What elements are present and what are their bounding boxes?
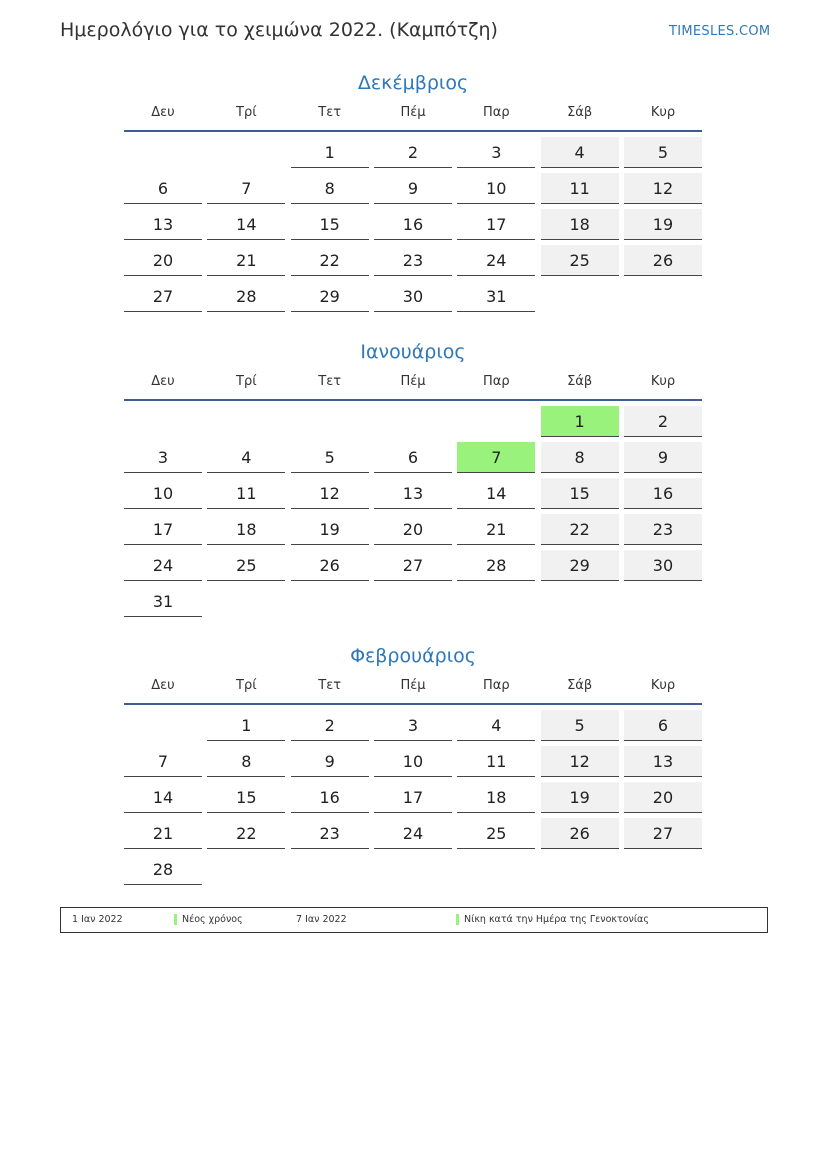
day-cell: 8 (541, 442, 619, 473)
day-cell: 23 (374, 245, 452, 276)
day-cell-empty (457, 406, 535, 437)
day-cell: 10 (124, 478, 202, 509)
holiday-marker-icon (456, 914, 459, 925)
day-cell: 18 (207, 514, 285, 545)
day-cell: 19 (624, 209, 702, 240)
day-cell: 9 (374, 173, 452, 204)
weekday-label: Πέμ (400, 678, 426, 693)
weekday-header (124, 371, 702, 401)
day-cell: 20 (624, 782, 702, 813)
day-cell: 18 (457, 782, 535, 813)
day-cell: 2 (624, 406, 702, 437)
weekday-label: Σάβ (567, 374, 593, 389)
day-cell: 22 (291, 245, 369, 276)
month-december (124, 68, 702, 312)
day-cell: 29 (291, 281, 369, 312)
day-cell: 3 (124, 442, 202, 473)
day-cell: 8 (291, 173, 369, 204)
day-cell: 13 (624, 746, 702, 777)
day-cell: 25 (457, 818, 535, 849)
day-cell: 14 (457, 478, 535, 509)
day-cell: 21 (124, 818, 202, 849)
weekday-label: Τετ (318, 105, 342, 120)
day-cell: 12 (291, 478, 369, 509)
month-title: Ιανουάριος (360, 341, 466, 363)
day-cell: 17 (124, 514, 202, 545)
holiday-marker-icon (174, 914, 177, 925)
weekday-label: Τρί (236, 105, 257, 120)
day-cell: 6 (374, 442, 452, 473)
day-grid (124, 406, 702, 617)
legend-holiday-name: Νέος χρόνος (182, 914, 243, 925)
weekday-label: Δευ (151, 678, 175, 693)
day-cell: 25 (207, 550, 285, 581)
day-cell: 2 (291, 710, 369, 741)
day-cell: 28 (124, 854, 202, 885)
day-cell: 10 (457, 173, 535, 204)
day-cell: 22 (207, 818, 285, 849)
legend-holiday-name: Νίκη κατά την Ημέρα της Γενοκτονίας (464, 914, 649, 925)
day-cell: 23 (624, 514, 702, 545)
day-cell: 31 (457, 281, 535, 312)
weekday-label: Τετ (318, 374, 342, 389)
day-cell: 27 (124, 281, 202, 312)
day-cell: 3 (374, 710, 452, 741)
day-cell: 1 (291, 137, 369, 168)
day-cell: 15 (291, 209, 369, 240)
legend-date: 1 Ιαν 2022 (72, 914, 123, 925)
day-cell: 17 (374, 782, 452, 813)
day-cell: 5 (541, 710, 619, 741)
day-cell-empty (207, 406, 285, 437)
month-february (124, 641, 702, 885)
day-cell: 24 (124, 550, 202, 581)
day-cell-empty (124, 137, 202, 168)
legend-date: 7 Ιαν 2022 (296, 914, 347, 925)
day-cell: 23 (291, 818, 369, 849)
day-cell: 4 (207, 442, 285, 473)
day-cell: 28 (457, 550, 535, 581)
day-cell: 17 (457, 209, 535, 240)
day-cell: 18 (541, 209, 619, 240)
day-cell: 8 (207, 746, 285, 777)
day-cell: 16 (291, 782, 369, 813)
day-cell: 20 (374, 514, 452, 545)
day-cell: 27 (374, 550, 452, 581)
day-grid (124, 710, 702, 885)
day-cell: 26 (541, 818, 619, 849)
day-cell: 20 (124, 245, 202, 276)
day-cell: 16 (624, 478, 702, 509)
day-cell: 10 (374, 746, 452, 777)
day-cell: 12 (624, 173, 702, 204)
day-cell: 4 (541, 137, 619, 168)
day-cell: 14 (124, 782, 202, 813)
weekday-label: Δευ (151, 105, 175, 120)
weekday-label: Τρί (236, 374, 257, 389)
day-cell: 19 (291, 514, 369, 545)
day-cell: 31 (124, 586, 202, 617)
day-cell: 27 (624, 818, 702, 849)
weekday-label: Σάβ (567, 105, 593, 120)
day-cell-holiday: 7 (457, 442, 535, 473)
brand-logo[interactable]: TIMESLES.COM (669, 24, 771, 39)
day-cell: 9 (291, 746, 369, 777)
day-cell: 11 (541, 173, 619, 204)
day-cell: 12 (541, 746, 619, 777)
day-cell: 22 (541, 514, 619, 545)
day-cell: 21 (207, 245, 285, 276)
day-cell: 7 (124, 746, 202, 777)
day-cell-empty (291, 406, 369, 437)
day-cell: 28 (207, 281, 285, 312)
day-cell: 16 (374, 209, 452, 240)
weekday-header (124, 675, 702, 705)
weekday-label: Κυρ (650, 374, 676, 389)
day-cell: 26 (624, 245, 702, 276)
holiday-legend (60, 907, 768, 933)
weekday-label: Πέμ (400, 374, 426, 389)
day-cell: 7 (207, 173, 285, 204)
weekday-label: Σάβ (567, 678, 593, 693)
day-grid (124, 137, 702, 312)
day-cell-empty (124, 406, 202, 437)
month-january (124, 337, 702, 617)
day-cell: 5 (291, 442, 369, 473)
day-cell: 6 (624, 710, 702, 741)
day-cell: 21 (457, 514, 535, 545)
day-cell: 29 (541, 550, 619, 581)
weekday-header (124, 102, 702, 132)
day-cell: 24 (457, 245, 535, 276)
day-cell: 2 (374, 137, 452, 168)
day-cell: 3 (457, 137, 535, 168)
day-cell: 19 (541, 782, 619, 813)
day-cell: 1 (207, 710, 285, 741)
day-cell: 13 (374, 478, 452, 509)
day-cell: 14 (207, 209, 285, 240)
weekday-label: Τρί (236, 678, 257, 693)
weekday-label: Παρ (483, 374, 510, 389)
weekday-label: Παρ (483, 105, 510, 120)
weekday-label: Κυρ (650, 105, 676, 120)
day-cell: 11 (457, 746, 535, 777)
month-title: Δεκέμβριος (357, 72, 469, 94)
day-cell-empty (207, 137, 285, 168)
day-cell: 30 (374, 281, 452, 312)
day-cell: 11 (207, 478, 285, 509)
day-cell: 26 (291, 550, 369, 581)
day-cell: 15 (207, 782, 285, 813)
day-cell: 30 (624, 550, 702, 581)
day-cell-holiday: 1 (541, 406, 619, 437)
weekday-label: Τετ (318, 678, 342, 693)
day-cell: 4 (457, 710, 535, 741)
day-cell: 5 (624, 137, 702, 168)
day-cell: 9 (624, 442, 702, 473)
day-cell: 15 (541, 478, 619, 509)
weekday-label: Δευ (151, 374, 175, 389)
day-cell: 6 (124, 173, 202, 204)
weekday-label: Πέμ (400, 105, 426, 120)
weekday-label: Παρ (483, 678, 510, 693)
page-title: Ημερολόγιο για το χειμώνα 2022. (Καμπότζη) (60, 19, 498, 41)
month-title: Φεβρουάριος (350, 645, 476, 667)
day-cell: 24 (374, 818, 452, 849)
day-cell-empty (374, 406, 452, 437)
day-cell: 13 (124, 209, 202, 240)
day-cell: 25 (541, 245, 619, 276)
weekday-label: Κυρ (650, 678, 676, 693)
day-cell-empty (124, 710, 202, 741)
